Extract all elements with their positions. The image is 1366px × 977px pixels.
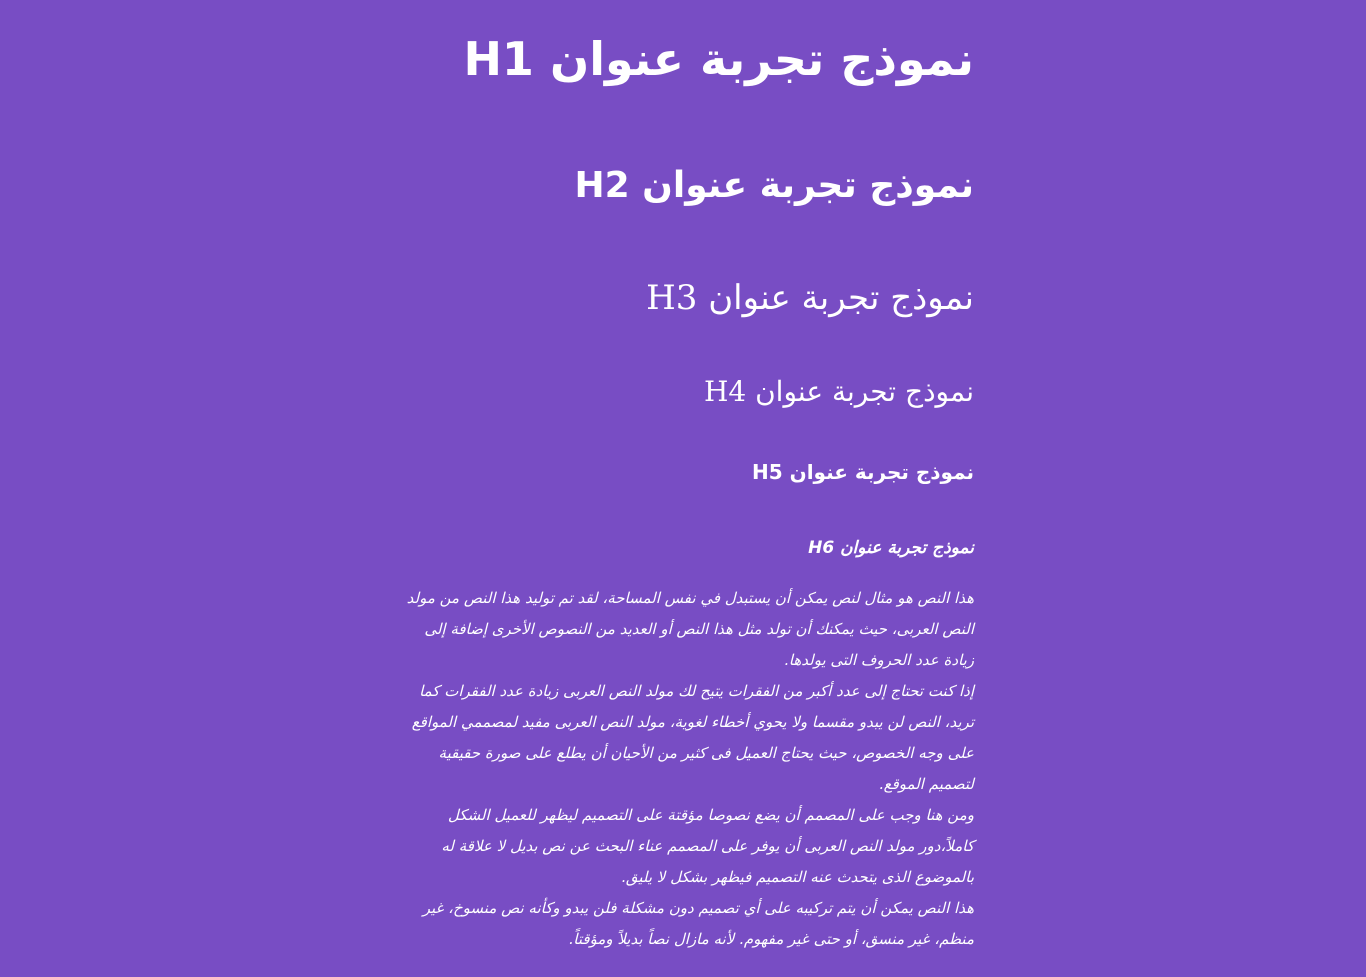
- paragraph-2: إذا كنت تحتاج إلى عدد أكبر من الفقرات يتيح لك مولد النص العربى زيادة عدد الفقرات كما تريد، النص لن يبدو مقسما ولا يحوي أخطاء لغوية، مولد النص العربى مفيد لمصممي المواقع على وجه الخصوص، حيث يحتاج العميل فى كثير من الأحيان أن يطلع على صورة حقيقية لتصميم الموقع.: [411, 682, 974, 793]
- heading-h2: نموذج تجربة عنوان H2: [574, 165, 974, 206]
- paragraph-3: ومن هنا وجب على المصمم أن يضع نصوصا مؤقتة على التصميم ليظهر للعميل الشكل كاملاً،دور مولد النص العربى أن يوفر على المصمم عناء البحث عن نص بديل لا علاقة له بالموضوع الذى يتحدث عنه التصميم فيظهر بشكل لا يليق.: [441, 806, 974, 886]
- paragraph-4: هذا النص يمكن أن يتم تركيبه على أي تصميم دون مشكلة فلن يبدو وكأنه نص منسوخ، غير منظم، غير منسق، أو حتى غير مفهوم. لأنه مازال نصاً بديلاً ومؤقتاً.: [422, 899, 974, 948]
- heading-h3: نموذج تجربة عنوان H3: [646, 278, 974, 318]
- heading-h6: نموذج تجربة عنوان H6: [808, 538, 974, 558]
- heading-h5: نموذج تجربة عنوان H5: [752, 460, 974, 484]
- heading-h4: نموذج تجربة عنوان H4: [703, 375, 974, 408]
- heading-h1: نموذج تجربة عنوان H1: [463, 32, 974, 86]
- body-text: [390, 583, 974, 955]
- paragraph-1: هذا النص هو مثال لنص يمكن أن يستبدل في نفس المساحة، لقد تم توليد هذا النص من مولد النص العربى، حيث يمكنك أن تولد مثل هذا النص أو العديد من النصوص الأخرى إضافة إلى زيادة عدد الحروف التى يولدها.: [406, 589, 974, 669]
